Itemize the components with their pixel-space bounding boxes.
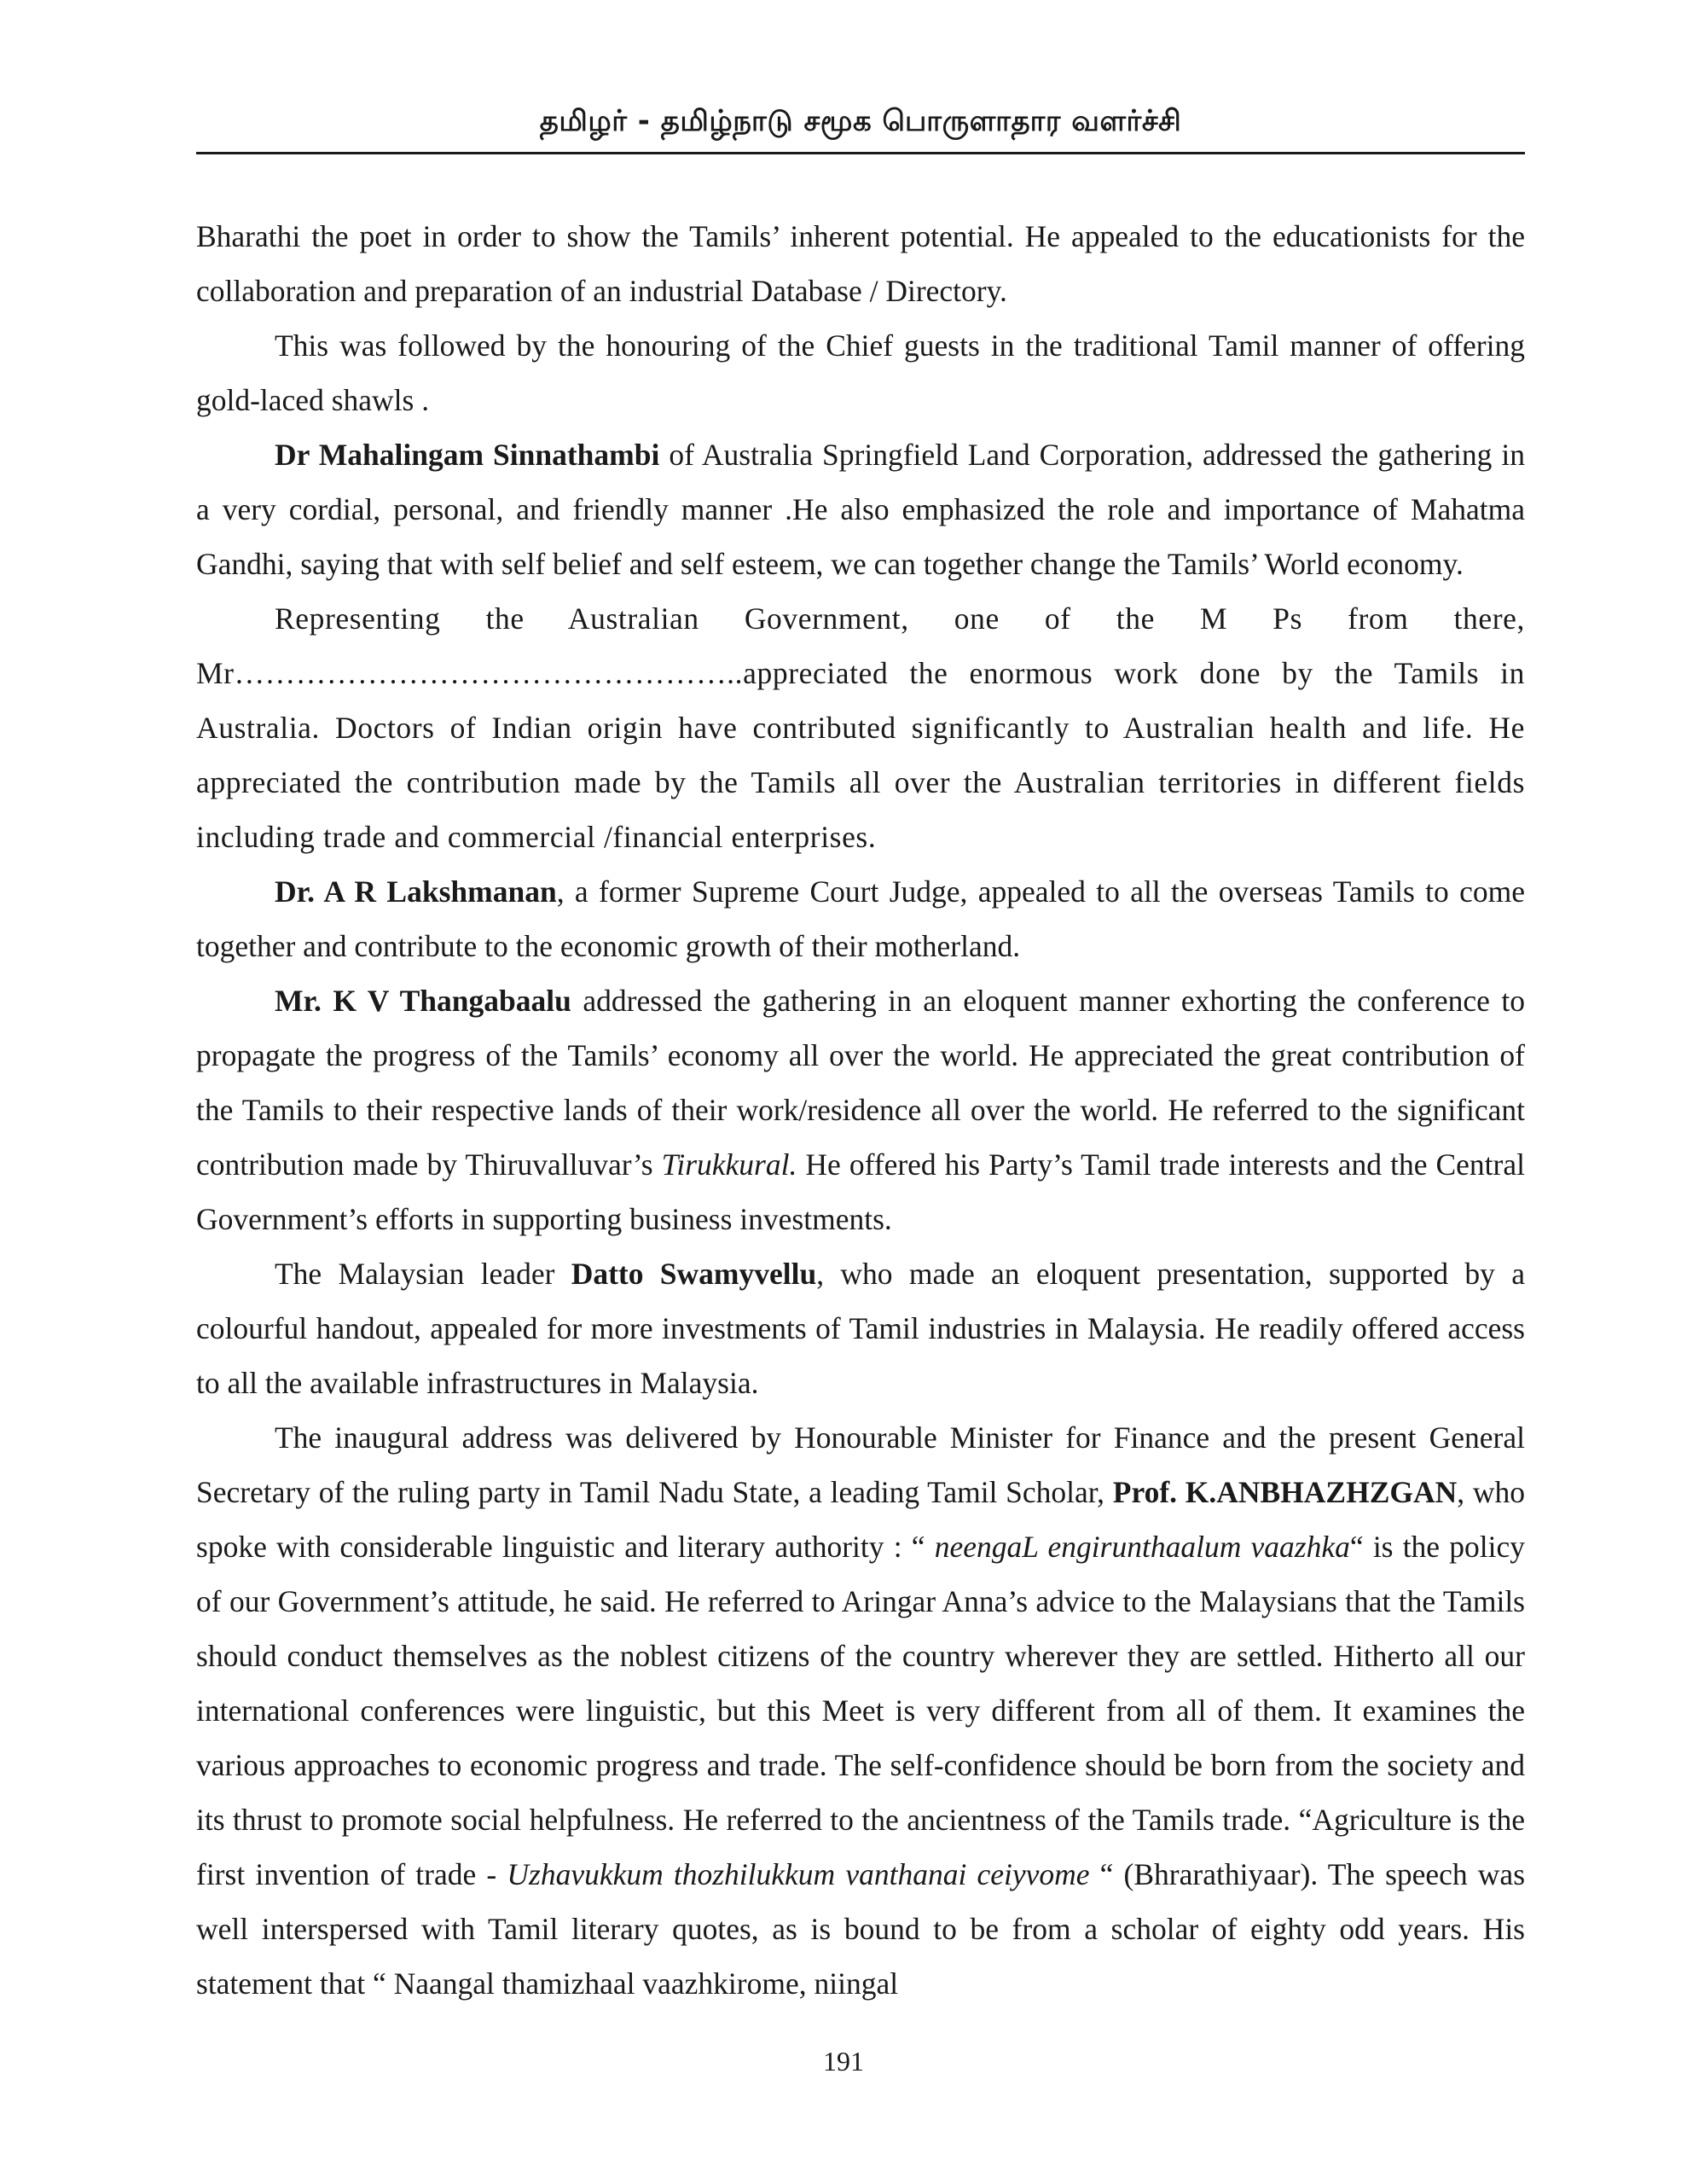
tamil-quote: neengaL engirunthaalum vaazhka bbox=[934, 1530, 1350, 1564]
speaker-name: Prof. K.ANBHAZHZGAN bbox=[1112, 1475, 1458, 1509]
running-header bbox=[196, 101, 1525, 154]
paragraph-6: Mr. K V Thangabaalu addressed the gathering in an eloquent manner exhorting the conference to propagate the progress of the Tamils’ economy all over the world. He appreciated the great contribution of the Tamils to their respective lands of their work/residence all over the world. He referred to the significant contribution made by Thiruvalluvar’s Tirukkural. He offered his Party’s Tamil trade interests and the Central Government’s efforts in supporting business investments. bbox=[196, 984, 1525, 1236]
paragraph-2: This was followed by the honouring of the Chief guests in the traditional Tamil manner of offering gold-laced shawls . bbox=[196, 328, 1525, 417]
paragraph-5: Dr. A R Lakshmanan, a former Supreme Court Judge, appealed to all the overseas Tamils to come together and contribute to the economic growth of their motherland. bbox=[196, 874, 1525, 963]
paragraph-1: Bharathi the poet in order to show the Tamils’ inherent potential. He appealed to the educationists for the collaboration and preparation of an industrial Database / Directory. bbox=[196, 219, 1525, 308]
speaker-name: Dr Mahalingam Sinnathambi bbox=[275, 438, 660, 472]
speaker-name: Datto Swamyvellu bbox=[571, 1257, 817, 1291]
paragraph-4: Representing the Australian Government, one of the M Ps from there, Mr…………………………………………..appreciated the enormous work done by the Tamils in Australia. Doctors of Indian origin have contributed significantly to Australian health and life. He appreciated the contribution made by the Tamils all over the Australian territories in different fields including trade and commercial /financial enterprises. bbox=[196, 601, 1525, 854]
speaker-name: Dr. A R Lakshmanan bbox=[275, 874, 557, 909]
speaker-name: Mr. K V Thangabaalu bbox=[275, 984, 571, 1018]
running-title: தமிழர் - தமிழ்நாடு சமூக பொருளாதார வளர்ச்சி bbox=[539, 104, 1182, 138]
paragraph-7: The Malaysian leader Datto Swamyvellu, who made an eloquent presentation, supported by a colourful handout, appealed for more investments of Tamil industries in Malaysia. He readily offered access to all the available infrastructures in Malaysia. bbox=[196, 1257, 1525, 1400]
page-number: 191 bbox=[823, 2046, 864, 2077]
paragraph-8: The inaugural address was delivered by Honourable Minister for Finance and the present General Secretary of the ruling party in Tamil Nadu State, a leading Tamil Scholar, Prof. K.ANBHAZHZGAN, who spoke with considerable linguistic and literary authority : “ neengaL engirunthaalum vaazhka“ is the policy of our Government’s attitude, he said. He referred to Aringar Anna’s advice to the Malaysians that the Tamils should conduct themselves as the noblest citizens of the country wherever they are settled. Hitherto all our international conferences were linguistic, but this Meet is very different from all of them. It examines the various approaches to economic progress and trade. The self-confidence should be born from the society and its thrust to promote social helpfulness. He referred to the ancientness of the Tamils trade. “Agriculture is the first invention of trade - Uzhavukkum thozhilukkum vanthanai ceiyvome “ (Bhrarathiyaar). The speech was well interspersed with Tamil literary quotes, as is bound to be from a scholar of eighty odd years. His statement that “ Naangal thamizhaal vaazhkirome, niingal bbox=[196, 1420, 1526, 2001]
tamil-quote: Uzhavukkum thozhilukkum vanthanai ceiyvome bbox=[507, 1857, 1090, 1891]
paragraph-3: Dr Mahalingam Sinnathambi of Australia Springfield Land Corporation, addressed the gathering in a very cordial, personal, and friendly manner .He also emphasized the role and importance of Mahatma Gandhi, saying that with self belief and self esteem, we can together change the Tamils’ World economy. bbox=[196, 438, 1525, 581]
book-title: Tirukkural. bbox=[661, 1147, 797, 1182]
body-text bbox=[196, 209, 1525, 2011]
